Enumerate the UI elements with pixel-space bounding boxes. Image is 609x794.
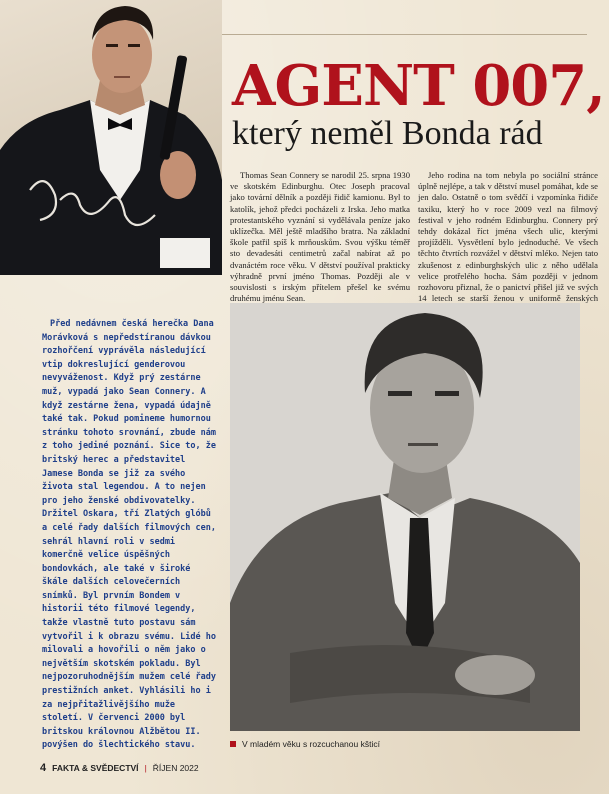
intro-paragraph: Thomas Sean Connery se narodil 25. srpna 1930 ve skotském Edinburghu. Otec Joseph pracoval jako tovární dělník a později řidič kamionu. Byl to katolík, jehož předci pocházeli z Irska. Jeho matka protestantského vyznání si vydělávala peníze jako uklízečka. Měl ještě mladšího bratra. Na základní škole patřil spíš k mrňouskům. Svou výšku téměř sto devadesáti centimetrů začal nabírat až po dvanáctém roce věku. V dětství používal prakticky výhradně první jméno Thomas. Později ale v souvislosti s irským přítelem přešel ke svému druhému jménu Sean. <box>230 170 410 304</box>
caption-marker-icon <box>230 741 236 747</box>
intro-paragraph: Jeho rodina na tom nebyla po sociální stránce úplně nejlépe, a tak v dětství musel pomáhat, kde se jen dalo. Ostatně o tom svědčí i vzpomínka řidiče taxiku, který ho v roce 2009 vezl na filmový festival v jeho rodném Edinburghu. Connery prý tehdy dokázal říct jména všech ulic, kterými projížděli. Vysvětlení bylo jednoduché. Ve všech těchto čtvrtích rozvážel v dětství mléko. Nejen tato zkušenost z edinburghských ulic z něho udělala velice protřelého hocha. Sám později v jednom rozhovoru přiznal, že o panictví přišel již ve svých 14 letech se starší ženou v uniformě ženských <box>418 170 598 304</box>
intro-column-left <box>230 170 410 304</box>
young-connery-photo <box>230 303 580 731</box>
page-number: 4 <box>40 762 47 774</box>
sidebar-text <box>42 318 220 753</box>
photo-caption-text: V mladém věku s rozcuchanou kšticí <box>242 739 380 749</box>
sidebar-paragraph: Před nedávnem česká herečka Dana Morávková s nepředstíranou dávkou rozhořčení vyprávěla následující vtip dokreslující genderovou nevyváženost. Když prý zestárne muž, vypadá jako Sean Connery. A když zestárne žena, vypadá údajně také tak. Pokud pomineme humornou stránku tohoto srovnání, zbude nám z toho jediné poznání. Sice to, že britský herec a představitel Jamese Bonda se již za svého života stal legendou. A to nejen pro jeho ženské obdivovatelky. Držitel Oskara, tří Zlatých glóbů a celé řady dalších filmových cen, sehrál hlavní roli v sedmi komerčně velice úspěšných bondovkách, ale také v široké škále dalších celovečerních snímků. Byl prvním Bondem v historii této filmové legendy, takže vlastně tuto postavu sám vytvořil i k obrazu svému. Lidé ho milovali a hovořili o něm jako o největším skotském pokladu. Byl nejpozoruhodnějším mužem celé řady prestižních anket. Vyhlásili ho i za nejpřitažlivějšího muže století. V červenci 2000 byl britskou královnou Alžbětou II. povýšen do šlechtického stavu. <box>42 319 216 751</box>
photo-caption <box>230 739 380 749</box>
bond-portrait-photo <box>0 0 222 275</box>
article-headline: AGENT 007, <box>232 53 605 119</box>
issue-date: ŘÍJEN 2022 <box>152 763 199 773</box>
intro-column-right <box>418 170 598 316</box>
magazine-name: FAKTA & SVĚDECTVÍ <box>52 763 139 773</box>
article-subheadline: který neměl Bonda rád <box>232 115 543 152</box>
page-footer <box>40 762 199 774</box>
footer-separator: | <box>144 763 147 773</box>
